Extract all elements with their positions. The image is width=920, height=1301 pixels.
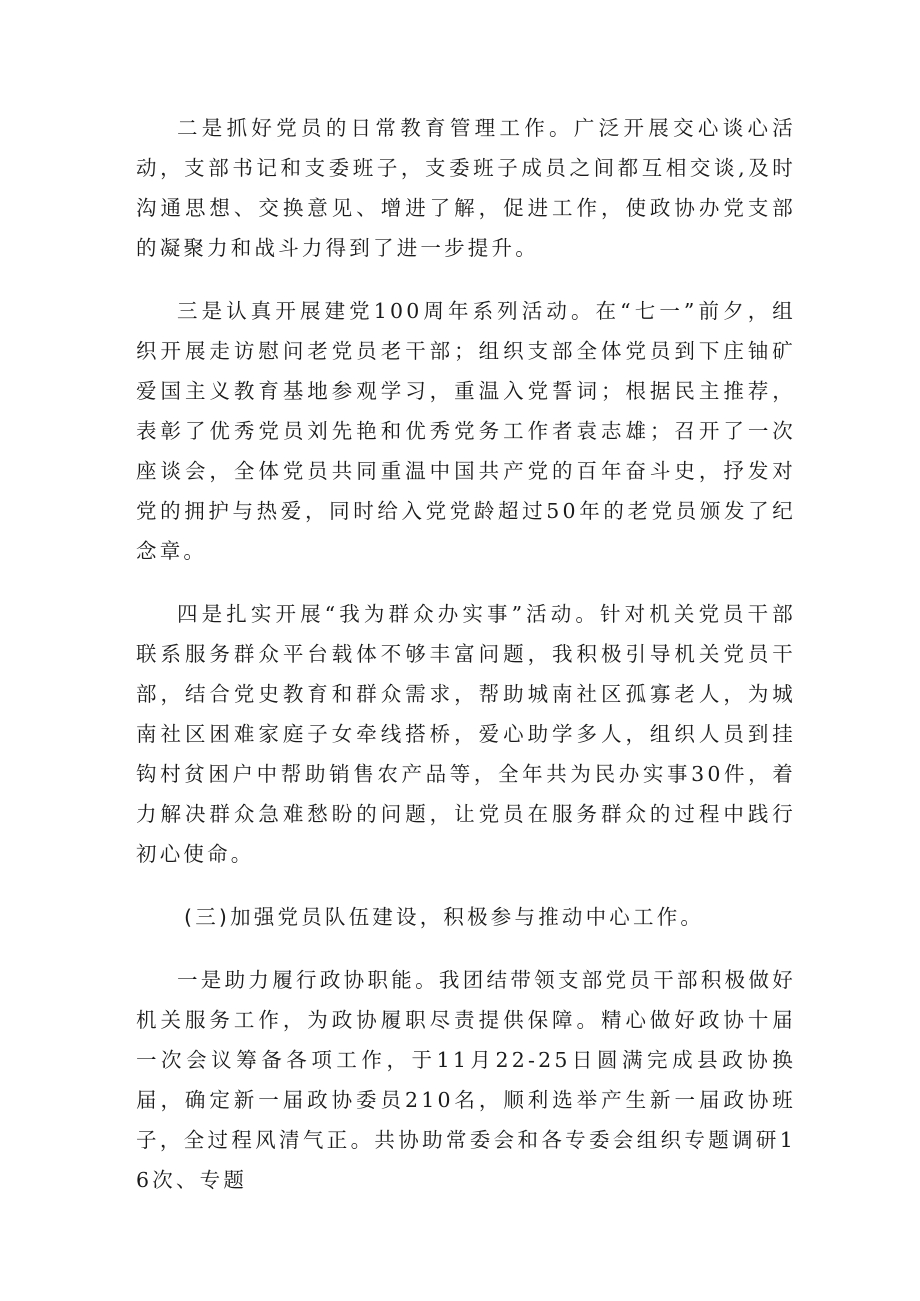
document-body <box>136 108 796 1223</box>
paragraph-practical-service-activities: 四是扎实开展“我为群众办实事”活动。针对机关党员干部联系服务群众平台载体不够丰富问题，我积极引导机关党员干部，结合党史教育和群众需求，帮助城南社区孤寡老人，为城南社区困难家庭子女牵线搭桥，爱心助学多人，组织人员到挂钩村贫困户中帮助销售农产品等，全年共为民办实事30件，着力解决群众急难愁盼的问题，让党员在服务群众的过程中践行初心使命。 <box>136 602 796 866</box>
paragraph-party-centenary-activities: 三是认真开展建党100周年系列活动。在“七一”前夕，组织开展走访慰问老党员老干部；组织支部全体党员到下庄铀矿爱国主义教育基地参观学习，重温入党誓词；根据民主推荐，表彰了优秀党员刘先艳和优秀党务工作者袁志雄；召开了一次座谈会，全体党员共同重温中国共产党的百年奋斗史，抒发对党的拥护与热爱，同时给入党党龄超过50年的老党员颁发了纪念章。 <box>136 299 796 563</box>
paragraph-party-member-education: 二是抓好党员的日常教育管理工作。广泛开展交心谈心活动，支部书记和支委班子，支委班子成员之间都互相交谈,及时沟通思想、交换意见、增进了解，促进工作，使政协办党支部的凝聚力和战斗力得到了进一步提升。 <box>136 116 796 260</box>
paragraph-cppcc-functions: 一是助力履行政协职能。我团结带领支部党员干部积极做好机关服务工作，为政协履职尽责提供保障。精心做好政协十届一次会议筹备各项工作，于11月22-25日圆满完成县政协换届，确定新一届政协委员210名，顺利选举产生新一届政协班子，全过程风清气正。共协助常委会和各专委会组织专题调研16次、专题 <box>136 968 796 1192</box>
section-heading-team-building: (三)加强党员队伍建设，积极参与推动中心工作。 <box>184 905 705 929</box>
